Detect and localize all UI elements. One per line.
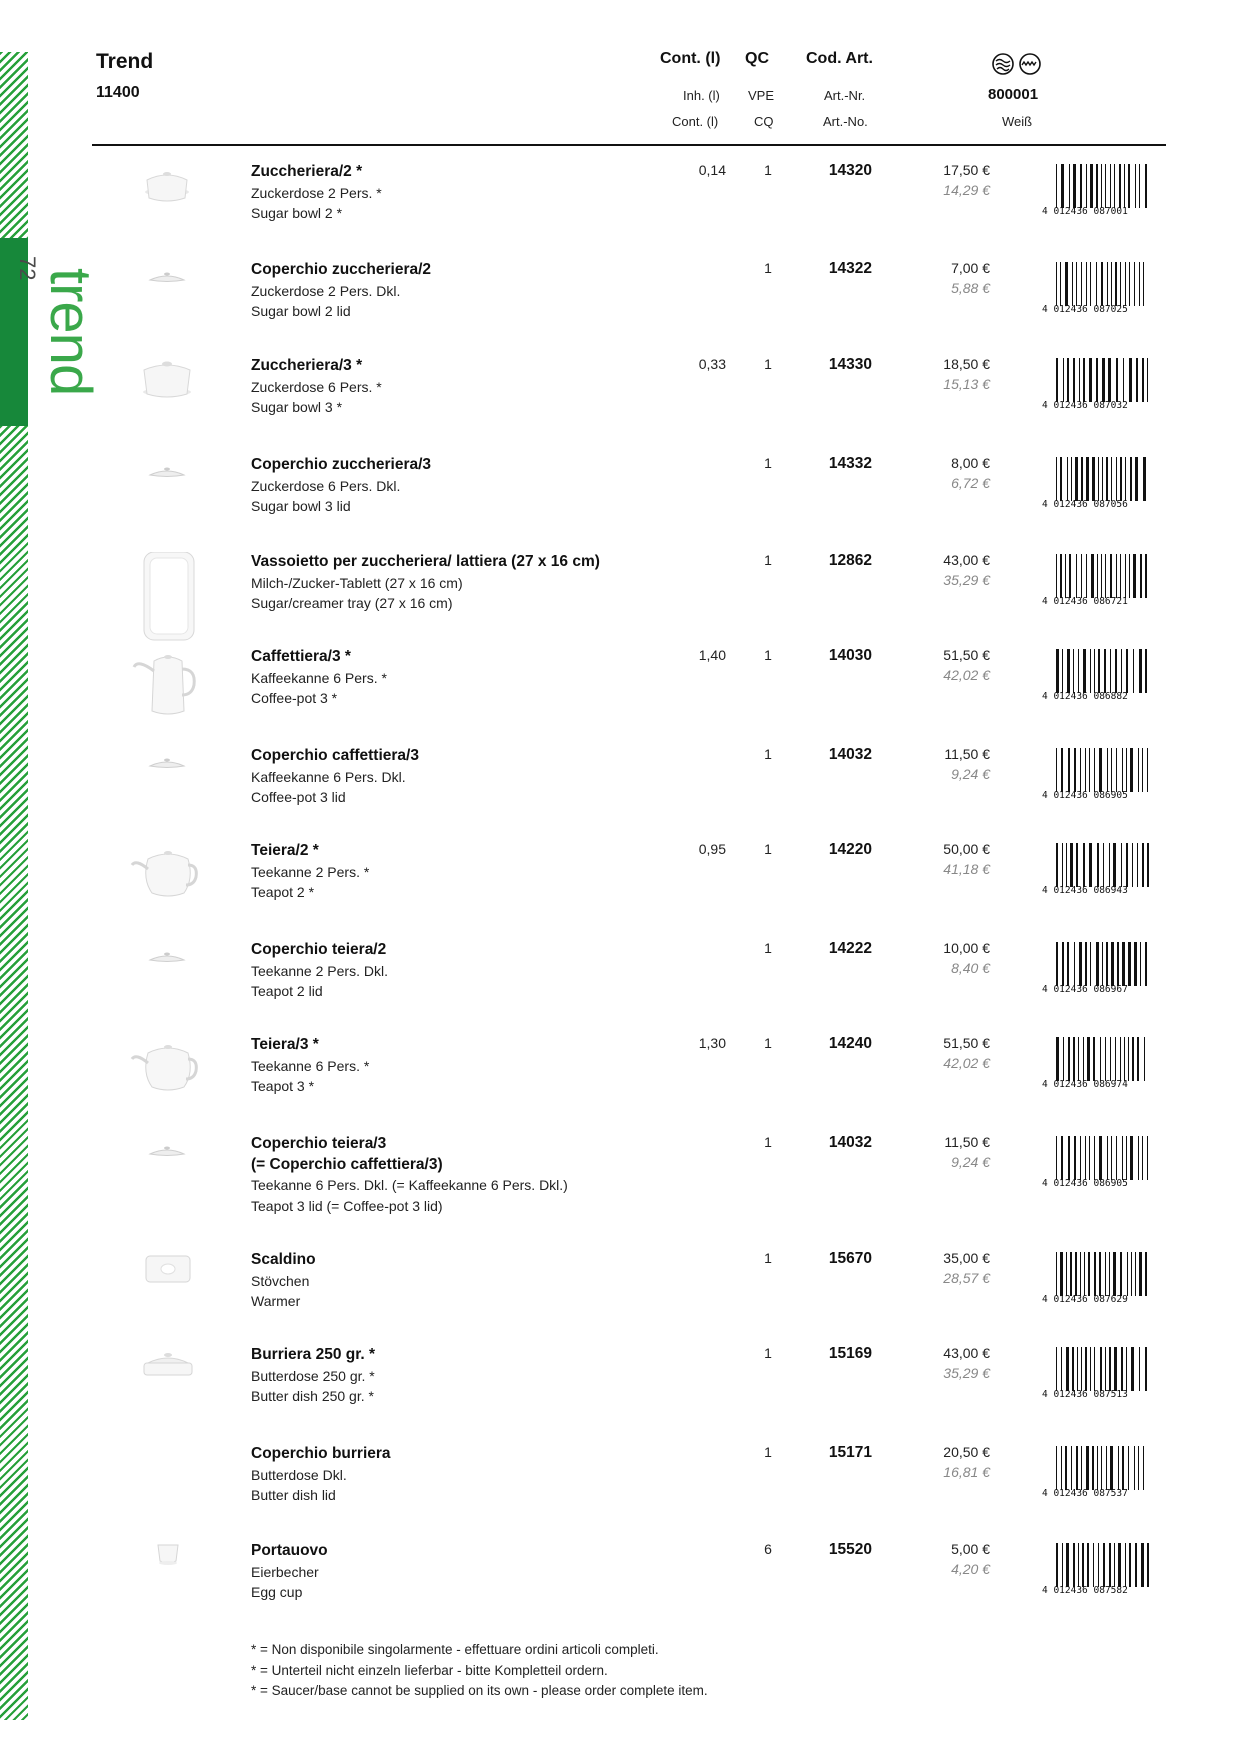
product-row <box>0 552 1240 648</box>
item-name-de: Teekanne 2 Pers. Dkl. <box>251 962 388 979</box>
item-name-de: Eierbecher <box>251 1563 319 1580</box>
barcode-number: 4 012436 087513 <box>1042 1389 1128 1400</box>
sub-inh: Inh. (l) <box>683 88 720 103</box>
sub-artno: Art.-No. <box>823 114 868 129</box>
item-net-price: 4,20 € <box>951 1561 990 1577</box>
barcode <box>1042 1347 1152 1401</box>
item-net-price: 8,40 € <box>951 960 990 976</box>
microwave-icon <box>1020 54 1040 74</box>
item-name-de: Stövchen <box>251 1272 310 1289</box>
item-article-code: 14222 <box>828 940 872 957</box>
brand-word: trend <box>38 268 103 396</box>
dishwasher-icon <box>993 54 1013 74</box>
barcode-number: 4 012436 086905 <box>1042 1178 1128 1189</box>
item-name-de: Zuckerdose 6 Pers. Dkl. <box>251 477 401 494</box>
item-capacity: 0,95 <box>698 841 726 857</box>
barcode <box>1042 843 1152 897</box>
barcode <box>1042 457 1152 511</box>
product-row <box>0 841 1240 937</box>
item-price: 10,00 € <box>943 940 990 956</box>
item-name-it: Zuccheriera/3 * <box>251 357 363 374</box>
item-pack-qty: 6 <box>764 1541 772 1557</box>
teapot-image <box>122 1035 212 1125</box>
header-rule <box>92 144 1166 146</box>
page-number: 72 <box>15 256 40 281</box>
item-article-code: 15670 <box>828 1250 872 1267</box>
item-name-it: Burriera 250 gr. * <box>251 1346 376 1363</box>
item-price: 7,00 € <box>951 260 990 276</box>
coffeepot-image <box>122 647 212 737</box>
barcode-number: 4 012436 086974 <box>1042 1079 1128 1090</box>
item-capacity: 0,33 <box>698 356 726 372</box>
item-net-price: 6,72 € <box>951 475 990 491</box>
item-price: 51,50 € <box>943 647 990 663</box>
barcode-bars <box>1056 164 1152 208</box>
lid-image <box>122 260 212 350</box>
item-article-code: 14240 <box>828 1035 872 1052</box>
item-pack-qty: 1 <box>764 552 772 568</box>
item-name-en: Egg cup <box>251 1584 303 1600</box>
item-article-code: 14322 <box>828 260 872 277</box>
item-name-de: Kaffeekanne 6 Pers. Dkl. <box>251 768 406 785</box>
item-net-price: 16,81 € <box>943 1464 990 1480</box>
item-name-de: Zuckerdose 2 Pers. Dkl. <box>251 282 401 299</box>
item-name-it: Teiera/3 * <box>251 1036 319 1053</box>
item-name-it: Coperchio zuccheriera/2 <box>251 261 432 278</box>
item-name-it: Coperchio caffettiera/3 <box>251 747 419 764</box>
item-article-code: 14330 <box>828 356 872 373</box>
barcode-number: 4 012436 086882 <box>1042 691 1128 702</box>
barcode-bars <box>1056 1347 1152 1391</box>
barcode <box>1042 1252 1152 1306</box>
item-article-code: 14332 <box>828 455 872 472</box>
barcode-bars <box>1056 262 1152 306</box>
item-description <box>251 841 671 903</box>
item-pack-qty: 1 <box>764 162 772 178</box>
item-net-price: 42,02 € <box>943 667 990 683</box>
item-name-en: Teapot 3 * <box>251 1078 315 1094</box>
item-name-it: Coperchio zuccheriera/3 <box>251 456 432 473</box>
item-name-de: Butterdose Dkl. <box>251 1466 347 1483</box>
product-row <box>0 1541 1240 1637</box>
page-title: Trend <box>96 50 154 73</box>
barcode-number: 4 012436 087582 <box>1042 1585 1128 1596</box>
item-capacity: 1,30 <box>698 1035 726 1051</box>
barcode-bars <box>1056 1446 1152 1490</box>
item-price: 8,00 € <box>951 455 990 471</box>
item-name-en: Teapot 2 * <box>251 884 315 900</box>
footnotes <box>251 1640 708 1702</box>
sub-cont: Cont. (l) <box>672 114 719 129</box>
item-name-de: Teekanne 6 Pers. Dkl. (= Kaffeekanne 6 Pers. Dkl.) <box>251 1177 568 1193</box>
product-row <box>0 1035 1240 1131</box>
item-name-en: Coffee-pot 3 lid <box>251 789 346 805</box>
barcode-bars <box>1056 1543 1152 1587</box>
item-description <box>251 356 671 418</box>
item-net-price: 28,57 € <box>943 1270 990 1286</box>
item-description <box>251 746 671 808</box>
product-row <box>0 647 1240 743</box>
sugarbowl-large-image <box>122 356 212 446</box>
item-description <box>251 1134 671 1216</box>
decor-name: Weiß <box>1002 114 1033 129</box>
barcode-number: 4 012436 087537 <box>1042 1488 1128 1499</box>
footnote: * = Non disponibile singolarmente - effettuare ordini articoli completi. <box>251 1642 659 1657</box>
item-article-code: 14030 <box>828 647 872 664</box>
item-price: 18,50 € <box>943 356 990 372</box>
item-pack-qty: 1 <box>764 1035 772 1051</box>
barcode-number: 4 012436 086943 <box>1042 885 1128 896</box>
item-article-code: 14032 <box>828 746 872 763</box>
care-icons <box>992 52 1052 76</box>
item-pack-qty: 1 <box>764 940 772 956</box>
item-name-it: Teiera/2 * <box>251 842 319 859</box>
item-name-en: Coffee-pot 3 * <box>251 690 338 706</box>
butterdish-image <box>122 1345 212 1435</box>
product-row <box>0 455 1240 551</box>
item-description <box>251 455 671 517</box>
barcode <box>1042 1037 1152 1091</box>
item-name-it: Zuccheriera/2 * <box>251 163 363 180</box>
item-net-price: 15,13 € <box>943 376 990 392</box>
barcode-number: 4 012436 087629 <box>1042 1294 1128 1305</box>
barcode-bars <box>1056 1252 1152 1296</box>
item-description <box>251 1345 671 1407</box>
item-article-code: 14032 <box>828 1134 872 1151</box>
warmer-image <box>122 1250 212 1340</box>
item-price: 50,00 € <box>943 841 990 857</box>
item-net-price: 41,18 € <box>943 861 990 877</box>
item-name-en: Sugar/creamer tray (27 x 16 cm) <box>251 595 453 611</box>
item-article-code: 14320 <box>828 162 872 179</box>
item-name-en: Sugar bowl 2 * <box>251 205 343 221</box>
sub-vpe: VPE <box>748 88 775 103</box>
barcode-bars <box>1056 942 1152 986</box>
item-price: 17,50 € <box>943 162 990 178</box>
item-pack-qty: 1 <box>764 1444 772 1460</box>
barcode <box>1042 1136 1152 1190</box>
decor-code: 800001 <box>988 86 1039 103</box>
item-description <box>251 260 671 322</box>
item-article-code: 15171 <box>828 1444 872 1461</box>
item-net-price: 9,24 € <box>951 766 990 782</box>
barcode-number: 4 012436 087056 <box>1042 499 1128 510</box>
item-description <box>251 162 671 224</box>
item-net-price: 42,02 € <box>943 1055 990 1071</box>
product-row <box>0 1345 1240 1441</box>
lid-image <box>122 940 212 1030</box>
item-article-code: 15169 <box>828 1345 872 1362</box>
item-name-it: Coperchio burriera <box>251 1445 391 1462</box>
barcode-bars <box>1056 358 1152 402</box>
item-price: 11,50 € <box>944 746 990 762</box>
item-description <box>251 1541 671 1603</box>
item-net-price: 14,29 € <box>943 182 990 198</box>
item-description <box>251 647 671 709</box>
item-description <box>251 552 671 614</box>
item-pack-qty: 1 <box>764 260 772 276</box>
barcode <box>1042 262 1152 316</box>
none <box>122 1444 212 1534</box>
sub-cq: CQ <box>754 114 774 129</box>
item-name-de: Teekanne 2 Pers. * <box>251 863 370 880</box>
item-price: 20,50 € <box>943 1444 990 1460</box>
item-name-de: Butterdose 250 gr. * <box>251 1367 375 1384</box>
barcode-bars <box>1056 649 1152 693</box>
sugarbowl-small-image <box>122 162 212 252</box>
col-qc: QC <box>745 50 769 67</box>
item-price: 5,00 € <box>951 1541 990 1557</box>
item-name-en: Butter dish lid <box>251 1487 336 1503</box>
item-description <box>251 940 671 1002</box>
item-name-de: Zuckerdose 6 Pers. * <box>251 378 382 395</box>
barcode <box>1042 649 1152 703</box>
item-name-it: Vassoietto per zuccheriera/ lattiera (27 x 16 cm) <box>251 553 600 570</box>
series-code: 11400 <box>96 84 140 101</box>
barcode <box>1042 1446 1152 1500</box>
item-article-code: 15520 <box>828 1541 872 1558</box>
barcode-bars <box>1056 554 1152 598</box>
footnote: * = Saucer/base cannot be supplied on its own - please order complete item. <box>251 1683 708 1698</box>
footnote: * = Unterteil nicht einzeln lieferbar - bitte Kompletteil ordern. <box>251 1662 608 1678</box>
barcode-bars <box>1056 748 1152 792</box>
item-net-price: 35,29 € <box>943 572 990 588</box>
item-name-it-2: (= Coperchio caffettiera/3) <box>251 1155 443 1173</box>
product-row <box>0 940 1240 1036</box>
item-description <box>251 1250 671 1312</box>
item-price: 51,50 € <box>943 1035 990 1051</box>
barcode <box>1042 942 1152 996</box>
product-row <box>0 260 1240 356</box>
item-pack-qty: 1 <box>764 1134 772 1150</box>
item-pack-qty: 1 <box>764 746 772 762</box>
item-price: 43,00 € <box>943 552 990 568</box>
product-row <box>0 1444 1240 1540</box>
barcode-bars <box>1056 1136 1152 1180</box>
item-net-price: 5,88 € <box>951 280 990 296</box>
lid-image <box>122 455 212 545</box>
product-row <box>0 356 1240 452</box>
item-price: 35,00 € <box>943 1250 990 1266</box>
item-pack-qty: 1 <box>764 356 772 372</box>
item-name-it: Caffettiera/3 * <box>251 648 351 665</box>
item-name-en: Teapot 3 lid (= Coffee-pot 3 lid) <box>251 1197 443 1214</box>
product-row <box>0 162 1240 258</box>
item-capacity: 0,14 <box>698 162 726 178</box>
item-pack-qty: 1 <box>764 455 772 471</box>
col-cont: Cont. (l) <box>660 50 721 67</box>
barcode-number: 4 012436 087025 <box>1042 304 1128 315</box>
product-row <box>0 1134 1240 1230</box>
item-name-en: Sugar bowl 2 lid <box>251 303 351 319</box>
barcode-number: 4 012436 087001 <box>1042 206 1128 217</box>
barcode-bars <box>1056 843 1152 887</box>
product-row <box>0 746 1240 842</box>
item-article-code: 14220 <box>828 841 872 858</box>
barcode-number: 4 012436 086905 <box>1042 790 1128 801</box>
item-name-it: Portauovo <box>251 1542 328 1559</box>
item-name-de: Teekanne 6 Pers. * <box>251 1057 370 1074</box>
teapot-image <box>122 841 212 931</box>
lid-image <box>122 746 212 836</box>
item-name-en: Warmer <box>251 1293 301 1309</box>
barcode <box>1042 748 1152 802</box>
barcode <box>1042 554 1152 608</box>
barcode-bars <box>1056 1037 1152 1081</box>
item-pack-qty: 1 <box>764 1250 772 1266</box>
item-price: 11,50 € <box>944 1134 990 1150</box>
barcode <box>1042 358 1152 412</box>
col-code: Cod. Art. <box>806 50 873 67</box>
item-pack-qty: 1 <box>764 1345 772 1361</box>
item-name-en: Teapot 2 lid <box>251 983 323 999</box>
barcode <box>1042 164 1152 218</box>
item-name-de: Kaffeekanne 6 Pers. * <box>251 669 387 686</box>
lid-image <box>122 1134 212 1224</box>
tray-image <box>122 552 212 642</box>
item-name-de: Zuckerdose 2 Pers. * <box>251 184 382 201</box>
eggcup-image <box>122 1541 212 1631</box>
item-name-en: Sugar bowl 3 lid <box>251 498 351 514</box>
item-name-it: Coperchio teiera/2 <box>251 941 387 958</box>
item-name-en: Butter dish 250 gr. * <box>251 1388 374 1404</box>
item-pack-qty: 1 <box>764 841 772 857</box>
barcode-number: 4 012436 086721 <box>1042 596 1128 607</box>
barcode <box>1042 1543 1152 1597</box>
barcode-bars <box>1056 457 1152 501</box>
product-row <box>0 1250 1240 1346</box>
item-article-code: 12862 <box>828 552 872 569</box>
item-price: 43,00 € <box>943 1345 990 1361</box>
sub-artnr: Art.-Nr. <box>824 88 866 103</box>
barcode-number: 4 012436 086967 <box>1042 984 1128 995</box>
item-name-it: Coperchio teiera/3 <box>251 1135 387 1152</box>
item-name-de: Milch-/Zucker-Tablett (27 x 16 cm) <box>251 574 463 591</box>
item-net-price: 35,29 € <box>943 1365 990 1381</box>
item-pack-qty: 1 <box>764 647 772 663</box>
item-name-en: Sugar bowl 3 * <box>251 399 343 415</box>
barcode-number: 4 012436 087032 <box>1042 400 1128 411</box>
item-description <box>251 1035 671 1097</box>
item-name-it: Scaldino <box>251 1251 316 1268</box>
item-description <box>251 1444 671 1506</box>
item-net-price: 9,24 € <box>951 1154 990 1170</box>
item-capacity: 1,40 <box>698 647 726 663</box>
